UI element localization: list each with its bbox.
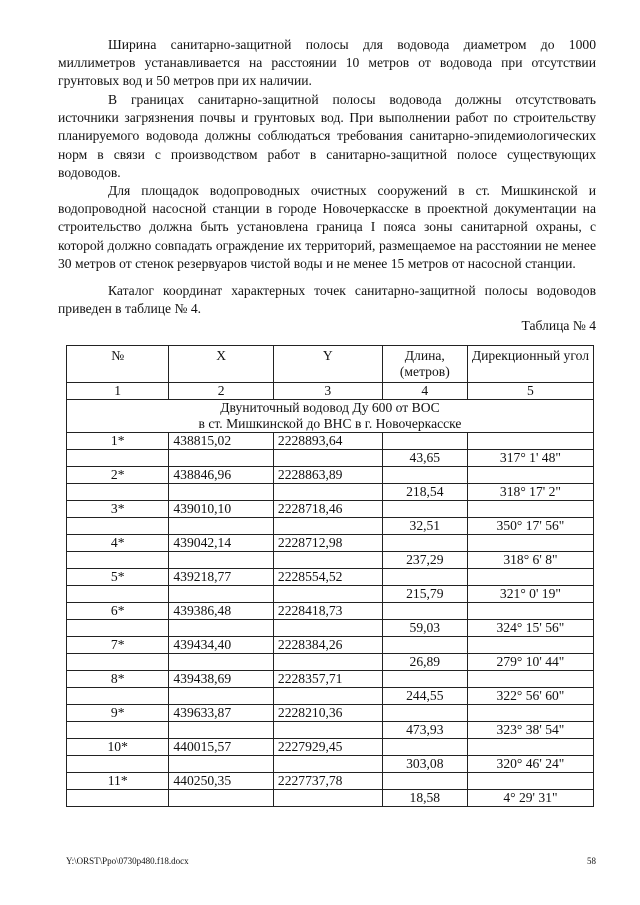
header-x: X: [169, 346, 274, 383]
table-body: [67, 433, 594, 807]
column-number-row: [67, 383, 594, 400]
table-row: [67, 773, 594, 790]
header-angle: Дирекционный угол: [467, 346, 593, 383]
empty-cell: [67, 688, 169, 705]
segment-length: 26,89: [382, 654, 467, 671]
table-row: [67, 433, 594, 450]
segment-length: 303,08: [382, 756, 467, 773]
table-row: [67, 603, 594, 620]
table-row: [67, 467, 594, 484]
empty-cell: [467, 433, 593, 450]
segment-angle: 322° 56' 60": [467, 688, 593, 705]
point-x: 440250,35: [169, 773, 274, 790]
empty-cell: [382, 671, 467, 688]
empty-cell: [67, 722, 169, 739]
empty-cell: [382, 501, 467, 518]
point-number: 1*: [67, 433, 169, 450]
point-number: 11*: [67, 773, 169, 790]
empty-cell: [467, 705, 593, 722]
empty-cell: [67, 756, 169, 773]
segment-length: 237,29: [382, 552, 467, 569]
point-x: 439218,77: [169, 569, 274, 586]
paragraph-1: Ширина санитарно-защитной полосы для водовода диаметром до 1000 миллиметров устанавливается на расстоянии 10 метров от водовода при отсутствии грунтовых вод и 50 метров при их наличии.: [58, 37, 596, 89]
empty-cell: [169, 518, 274, 535]
table-row: [67, 790, 594, 807]
header-length: Длина, (метров): [382, 346, 467, 383]
point-x: 439434,40: [169, 637, 274, 654]
empty-cell: [273, 586, 382, 603]
empty-cell: [273, 518, 382, 535]
point-x: 439438,69: [169, 671, 274, 688]
point-number: 10*: [67, 739, 169, 756]
segment-angle: 318° 6' 8": [467, 552, 593, 569]
point-y: 2228863,89: [273, 467, 382, 484]
empty-cell: [273, 756, 382, 773]
empty-cell: [273, 620, 382, 637]
segment-length: 43,65: [382, 450, 467, 467]
segment-length: 18,58: [382, 790, 467, 807]
table-row: [67, 688, 594, 705]
header-y: Y: [273, 346, 382, 383]
empty-cell: [467, 671, 593, 688]
table-row: [67, 620, 594, 637]
table-row: [67, 756, 594, 773]
paragraph-3: Для площадок водопроводных очистных сооружений в ст. Мишкинской и водопроводной насосной станции в городе Новочеркасске в проектной документации на строительство должна быть установлена граница I пояса зоны санитарной охраны, с которой должно совпадать ограждение их территорий, размещаемое на расстоянии не менее 30 метров от стенок резервуаров чистой воды и не менее 15 метров от насосной станции.: [58, 183, 596, 271]
col-number-5: 5: [467, 383, 593, 400]
empty-cell: [67, 450, 169, 467]
empty-cell: [169, 756, 274, 773]
segment-angle: 350° 17' 56": [467, 518, 593, 535]
empty-cell: [67, 654, 169, 671]
point-y: 2228554,52: [273, 569, 382, 586]
coordinates-table: [66, 345, 594, 807]
table-row: [67, 586, 594, 603]
segment-angle: 279° 10' 44": [467, 654, 593, 671]
segment-angle: 4° 29' 31": [467, 790, 593, 807]
point-y: 2228712,98: [273, 535, 382, 552]
point-y: 2228718,46: [273, 501, 382, 518]
point-x: 439633,87: [169, 705, 274, 722]
col-number-3: 3: [273, 383, 382, 400]
empty-cell: [273, 654, 382, 671]
empty-cell: [67, 484, 169, 501]
point-number: 6*: [67, 603, 169, 620]
empty-cell: [467, 501, 593, 518]
section-title: [67, 400, 594, 433]
empty-cell: [67, 518, 169, 535]
point-x: 439386,48: [169, 603, 274, 620]
point-number: 3*: [67, 501, 169, 518]
point-x: 438846,96: [169, 467, 274, 484]
point-number: 7*: [67, 637, 169, 654]
segment-length: 59,03: [382, 620, 467, 637]
empty-cell: [273, 688, 382, 705]
col-number-4: 4: [382, 383, 467, 400]
empty-cell: [67, 790, 169, 807]
col-number-2: 2: [169, 383, 274, 400]
empty-cell: [467, 569, 593, 586]
empty-cell: [273, 722, 382, 739]
paragraph-4: Каталог координат характерных точек санитарно-защитной полосы водоводов приведен в таблице № 4.: [58, 283, 596, 317]
point-x: 439042,14: [169, 535, 274, 552]
empty-cell: [382, 535, 467, 552]
empty-cell: [67, 586, 169, 603]
header-number: №: [67, 346, 169, 383]
empty-cell: [467, 773, 593, 790]
empty-cell: [382, 705, 467, 722]
footer-page-number: 58: [587, 856, 596, 866]
empty-cell: [467, 467, 593, 484]
point-y: 2228210,36: [273, 705, 382, 722]
point-number: 4*: [67, 535, 169, 552]
empty-cell: [382, 467, 467, 484]
point-y: 2228384,26: [273, 637, 382, 654]
section-title-line-2: в ст. Мишкинской до ВНС в г. Новочеркасске: [198, 416, 462, 431]
table-row: [67, 552, 594, 569]
point-number: 5*: [67, 569, 169, 586]
footer-file-path: Y:\ORST\Ppo\0730p480.f18.docx: [66, 856, 189, 866]
empty-cell: [169, 654, 274, 671]
segment-angle: 320° 46' 24": [467, 756, 593, 773]
empty-cell: [467, 739, 593, 756]
point-number: 9*: [67, 705, 169, 722]
empty-cell: [382, 739, 467, 756]
segment-angle: 321° 0' 19": [467, 586, 593, 603]
table-row: [67, 637, 594, 654]
point-y: 2227737,78: [273, 773, 382, 790]
table-row: [67, 518, 594, 535]
table-row: [67, 501, 594, 518]
table-row: [67, 671, 594, 688]
empty-cell: [273, 484, 382, 501]
empty-cell: [467, 535, 593, 552]
point-x: 438815,02: [169, 433, 274, 450]
table-header-row: [67, 346, 594, 383]
segment-angle: 317° 1' 48": [467, 450, 593, 467]
table-row: [67, 450, 594, 467]
segment-angle: 318° 17' 2": [467, 484, 593, 501]
segment-angle: 324° 15' 56": [467, 620, 593, 637]
empty-cell: [169, 722, 274, 739]
empty-cell: [273, 552, 382, 569]
segment-length: 218,54: [382, 484, 467, 501]
empty-cell: [382, 773, 467, 790]
point-x: 439010,10: [169, 501, 274, 518]
empty-cell: [67, 552, 169, 569]
empty-cell: [467, 637, 593, 654]
point-number: 8*: [67, 671, 169, 688]
empty-cell: [169, 586, 274, 603]
point-y: 2227929,45: [273, 739, 382, 756]
segment-length: 244,55: [382, 688, 467, 705]
paragraph-2: В границах санитарно-защитной полосы водовода должны отсутствовать источники загрязнения почвы и грунтовых вод. При выполнении работ по строительству планируемого водовода должны соблюдаться требования санитарно-эпидемиологических норм в связи с производством работ в санитарно-защитной полосе существующих водоводов.: [58, 92, 596, 180]
empty-cell: [169, 450, 274, 467]
point-y: 2228418,73: [273, 603, 382, 620]
empty-cell: [169, 552, 274, 569]
empty-cell: [382, 569, 467, 586]
point-y: 2228893,64: [273, 433, 382, 450]
point-number: 2*: [67, 467, 169, 484]
segment-length: 215,79: [382, 586, 467, 603]
empty-cell: [382, 433, 467, 450]
empty-cell: [169, 688, 274, 705]
empty-cell: [382, 637, 467, 654]
empty-cell: [273, 790, 382, 807]
point-y: 2228357,71: [273, 671, 382, 688]
table-row: [67, 722, 594, 739]
empty-cell: [273, 450, 382, 467]
segment-length: 32,51: [382, 518, 467, 535]
section-title-row: [67, 400, 594, 433]
table-row: [67, 705, 594, 722]
segment-angle: 323° 38' 54": [467, 722, 593, 739]
empty-cell: [382, 603, 467, 620]
empty-cell: [467, 603, 593, 620]
empty-cell: [169, 620, 274, 637]
point-x: 440015,57: [169, 739, 274, 756]
empty-cell: [169, 790, 274, 807]
table-caption: Таблица № 4: [521, 318, 596, 333]
section-title-line-1: Двуниточный водовод Ду 600 от ВОС: [220, 400, 440, 415]
empty-cell: [67, 620, 169, 637]
table-row: [67, 535, 594, 552]
segment-length: 473,93: [382, 722, 467, 739]
table-row: [67, 484, 594, 501]
table-row: [67, 654, 594, 671]
table-row: [67, 569, 594, 586]
table-row: [67, 739, 594, 756]
empty-cell: [169, 484, 274, 501]
col-number-1: 1: [67, 383, 169, 400]
